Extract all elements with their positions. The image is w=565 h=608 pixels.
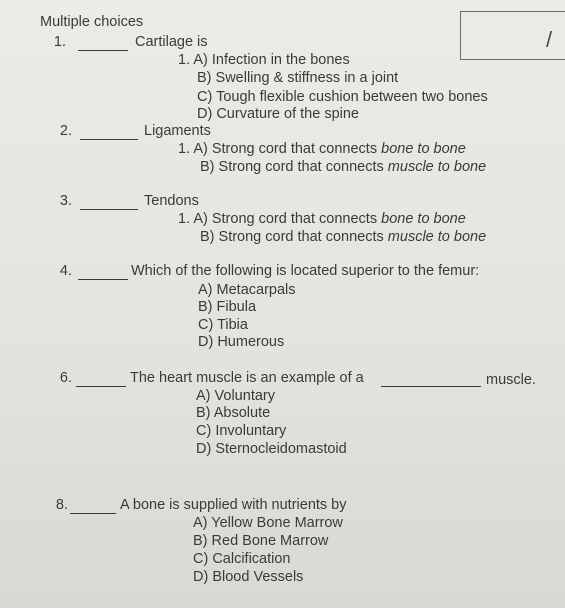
option: B) Swelling & stiffness in a joint [197,70,399,86]
question-prompt: A bone is supplied with nutrients by [120,497,347,513]
option: A) Yellow Bone Marrow [193,515,343,531]
question-prompt-end: muscle. [486,372,536,388]
option-text: B) Strong cord that connects [200,159,388,175]
answer-blank[interactable] [76,374,126,387]
question-prompt: Tendons [144,193,199,209]
answer-blank[interactable] [80,127,138,140]
question-number: 4. [59,263,72,279]
question-prompt: Which of the following is located superior to the femur: [131,263,480,279]
option-text: B) Strong cord that connects [200,229,388,245]
answer-blank[interactable] [80,197,138,210]
option-emphasis: muscle to bone [387,229,487,245]
option: C) Tough flexible cushion between two bones [197,89,488,105]
option: A) Voluntary [196,388,275,404]
option: B) Absolute [196,405,271,421]
answer-blank[interactable] [70,501,116,514]
option [200,229,486,246]
option: D) Blood Vessels [193,569,304,585]
page-title: Multiple choices [40,14,144,30]
question-number: 6. [59,370,72,386]
option [178,141,466,158]
question-prompt: Cartilage is [135,34,208,50]
option: C) Involuntary [196,423,287,439]
question-number: 3. [59,193,72,209]
option: B) Fibula [198,299,257,315]
answer-blank[interactable] [78,267,128,280]
option: C) Tibia [198,317,248,333]
option: D) Humerous [198,334,285,350]
question-number: 2. [59,123,72,139]
option [178,211,466,228]
option: 1. A) Infection in the bones [178,52,350,68]
option-text: 1. A) Strong cord that connects [178,141,382,157]
question-number: 8. [55,497,68,513]
option-emphasis: muscle to bone [387,159,487,175]
score-mark: / [546,27,553,52]
answer-blank[interactable] [381,374,481,387]
option-text: 1. A) Strong cord that connects [178,211,382,227]
option: B) Red Bone Marrow [193,533,329,549]
question-prompt: Ligaments [144,123,211,139]
option-emphasis: bone to bone [381,211,466,227]
answer-blank[interactable] [78,38,128,51]
option: D) Curvature of the spine [197,106,359,122]
option [200,159,486,176]
option-emphasis: bone to bone [381,141,466,157]
question-number: 1. [53,34,66,50]
question-prompt: The heart muscle is an example of a [130,370,364,386]
option: C) Calcification [193,551,291,567]
option: D) Sternocleidomastoid [196,441,347,457]
option: A) Metacarpals [198,282,296,298]
